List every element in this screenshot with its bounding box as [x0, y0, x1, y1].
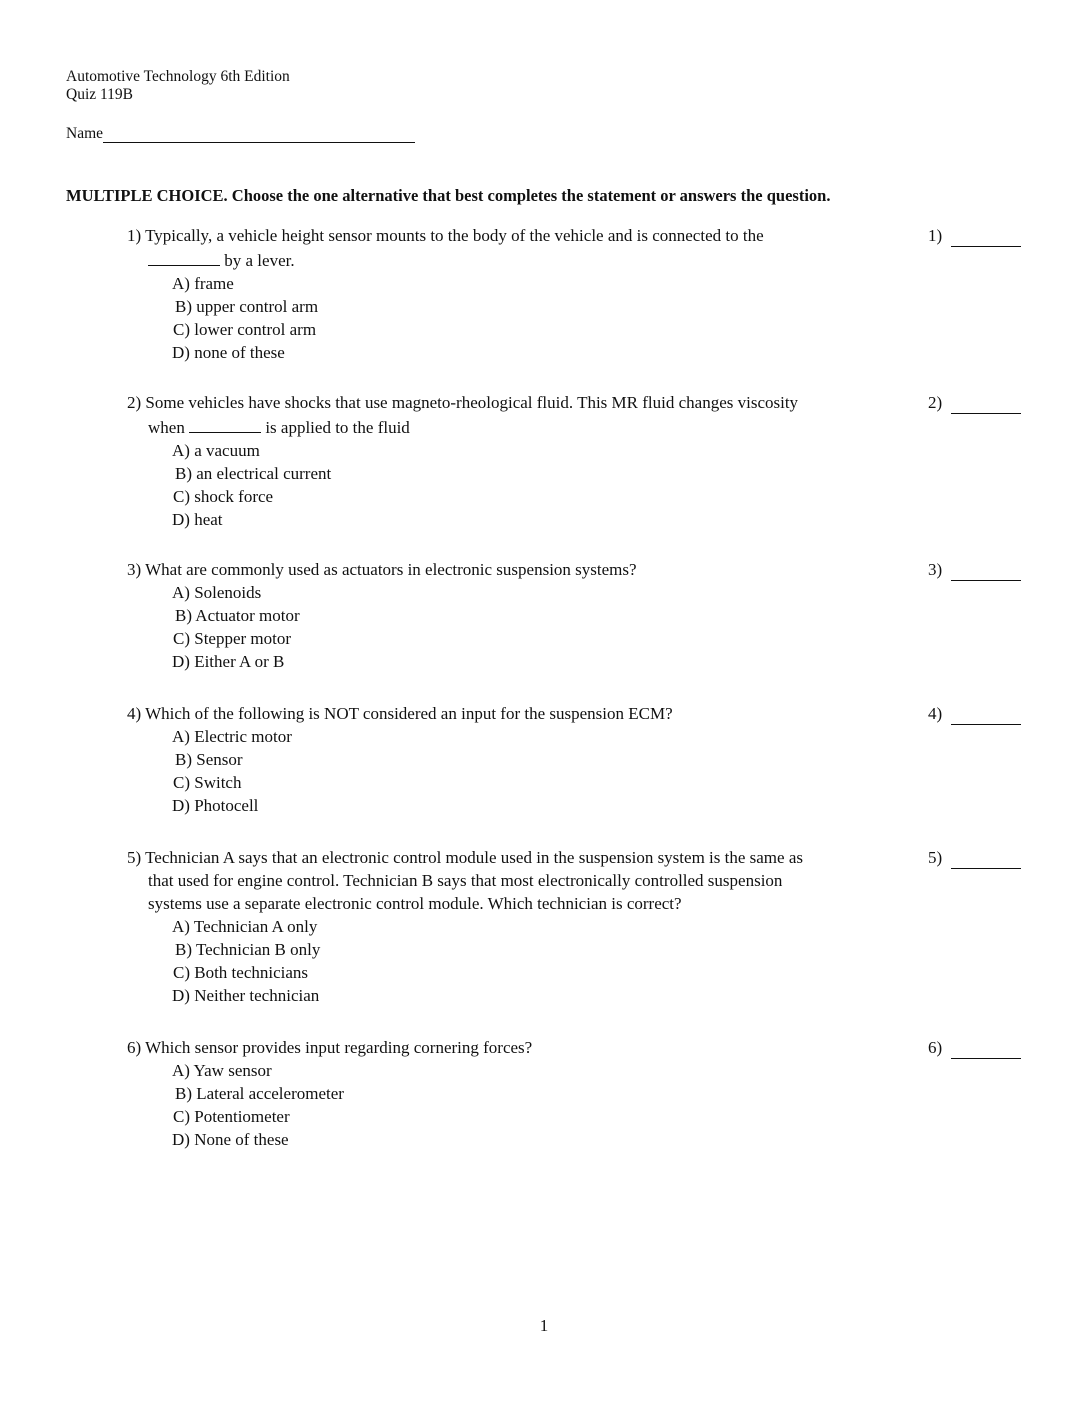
option-c: C) Both technicians [173, 963, 309, 982]
instructions: MULTIPLE CHOICE. Choose the one alternative that best completes the statement or answers the question. [66, 186, 831, 205]
answer-number: 6) [928, 1038, 943, 1057]
option-b: B) Actuator motor [175, 606, 300, 625]
question-stem [127, 1036, 909, 1059]
answer-blank[interactable] [951, 561, 1021, 581]
option-a: A) Solenoids [172, 583, 262, 602]
question-5 [127, 846, 927, 1007]
stem-line: when [148, 418, 190, 437]
option-d: D) none of these [172, 343, 285, 362]
answer-slot-1 [928, 224, 1021, 247]
stem-continuation: that used for engine control. Technician B says that most electronically controlled suspension [148, 871, 783, 890]
document-title: Automotive Technology 6th Edition [66, 68, 290, 85]
answer-slot-4 [928, 702, 1021, 725]
question-4 [127, 702, 927, 817]
page-number: 1 [539, 1316, 549, 1335]
option-b: B) upper control arm [175, 297, 319, 316]
question-stem [127, 391, 909, 439]
stem-continuation [127, 414, 909, 439]
option-d: D) Photocell [172, 796, 259, 815]
option-d: D) Neither technician [172, 986, 320, 1005]
answer-blank[interactable] [951, 705, 1021, 725]
answer-blank[interactable] [951, 1039, 1021, 1059]
question-stem [127, 224, 909, 272]
stem-line: 6) Which sensor provides input regarding cornering forces? [127, 1038, 533, 1057]
stem-line: 5) Technician A says that an electronic control module used in the suspension system is the same as [127, 848, 803, 867]
question-stem [127, 702, 909, 725]
answer-number: 4) [928, 704, 943, 723]
answer-slot-3 [928, 558, 1021, 581]
option-c: C) Stepper motor [173, 629, 292, 648]
fill-in-blank [148, 247, 220, 266]
quiz-id: Quiz 119B [66, 86, 134, 103]
question-stem [127, 558, 909, 581]
question-stem [127, 846, 909, 915]
option-d: D) heat [172, 510, 223, 529]
option-a: A) frame [172, 274, 234, 293]
name-row [66, 125, 415, 143]
answer-number: 1) [928, 226, 943, 245]
name-label: Name [66, 125, 104, 142]
stem-line: 1) Typically, a vehicle height sensor mounts to the body of the vehicle and is connected to the [127, 226, 764, 245]
answer-slot-6 [928, 1036, 1021, 1059]
option-c: C) shock force [173, 487, 274, 506]
option-c: C) Potentiometer [173, 1107, 290, 1126]
option-b: B) Technician B only [175, 940, 321, 959]
option-a: A) Electric motor [172, 727, 292, 746]
stem-line: 4) Which of the following is NOT considered an input for the suspension ECM? [127, 704, 673, 723]
option-c: C) Switch [173, 773, 242, 792]
stem-line: 2) Some vehicles have shocks that use magneto-rheological fluid. This MR fluid changes viscosity [127, 393, 799, 412]
answer-number: 5) [928, 848, 943, 867]
answer-number: 2) [928, 393, 943, 412]
option-a: A) a vacuum [172, 441, 260, 460]
answer-slot-5 [928, 846, 1021, 869]
question-6 [127, 1036, 927, 1151]
answer-blank[interactable] [951, 849, 1021, 869]
stem-continuation [127, 247, 909, 272]
option-d: D) Either A or B [172, 652, 285, 671]
answer-number: 3) [928, 560, 943, 579]
question-3 [127, 558, 927, 673]
answer-blank[interactable] [951, 394, 1021, 414]
name-blank-line[interactable] [103, 125, 415, 143]
option-a: A) Technician A only [172, 917, 318, 936]
stem-line: by a lever. [220, 251, 295, 270]
stem-line: is applied to the fluid [261, 418, 410, 437]
option-a: A) Yaw sensor [172, 1061, 272, 1080]
fill-in-blank [189, 414, 261, 433]
question-2 [127, 391, 927, 531]
answer-blank[interactable] [951, 227, 1021, 247]
option-d: D) None of these [172, 1130, 289, 1149]
answer-slot-2 [928, 391, 1021, 414]
stem-line: 3) What are commonly used as actuators in electronic suspension systems? [127, 560, 637, 579]
option-c: C) lower control arm [173, 320, 317, 339]
stem-continuation: systems use a separate electronic control module. Which technician is correct? [148, 894, 682, 913]
option-b: B) Lateral accelerometer [175, 1084, 344, 1103]
question-1 [127, 224, 927, 364]
option-b: B) Sensor [175, 750, 243, 769]
option-b: B) an electrical current [175, 464, 332, 483]
